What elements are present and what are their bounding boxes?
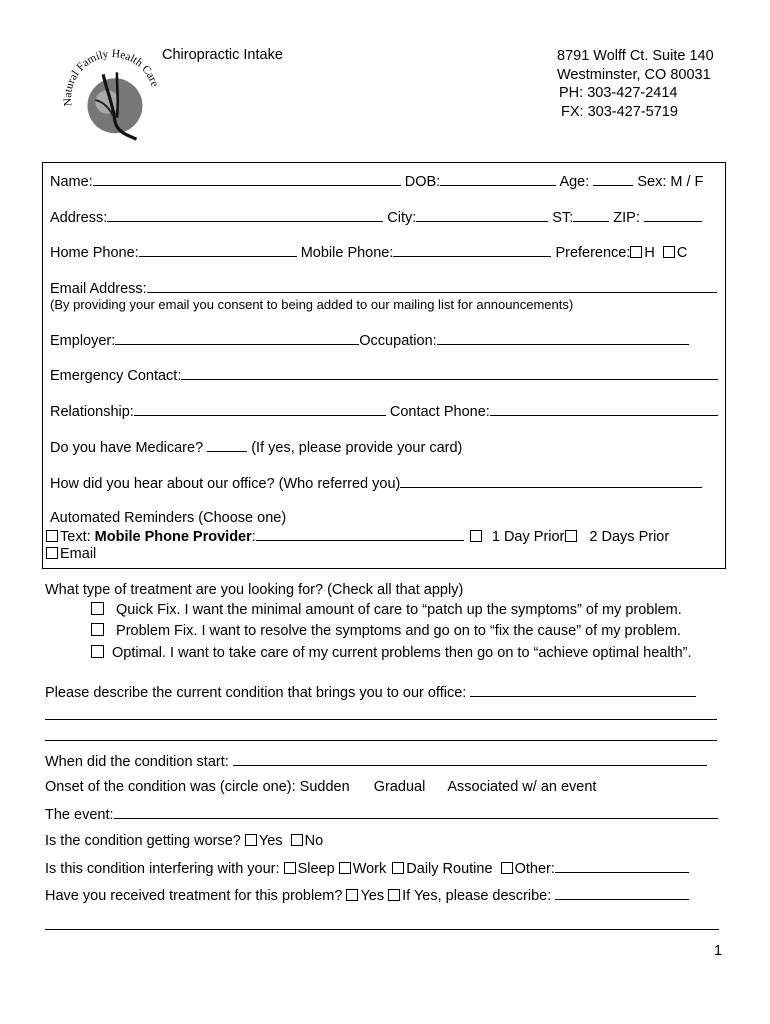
- emergency-contact-field[interactable]: [181, 367, 718, 380]
- address-row: [50, 209, 702, 226]
- event-row: [45, 806, 718, 823]
- name-row: [50, 173, 703, 190]
- treatment-yes-label: Yes: [360, 888, 385, 904]
- optimal-option: [91, 645, 692, 661]
- dob-field[interactable]: [440, 173, 556, 186]
- address-label: Address:: [50, 210, 108, 226]
- quick-fix-option: [91, 602, 682, 618]
- onset-event[interactable]: Associated w/ an event: [447, 779, 597, 795]
- sleep-checkbox[interactable]: [284, 862, 296, 874]
- text-reminder-checkbox[interactable]: [46, 530, 58, 542]
- reminder-email-row: [46, 546, 96, 562]
- home-phone-field[interactable]: [139, 244, 297, 257]
- emergency-row: [50, 367, 718, 384]
- address-line: Westminster, CO 80031: [557, 66, 711, 83]
- email-option-label: Email: [60, 546, 97, 562]
- interfering-row: [45, 860, 689, 877]
- if-yes-checkbox[interactable]: [388, 889, 400, 901]
- state-label: ST:: [552, 210, 574, 226]
- mobile-phone-field[interactable]: [393, 244, 551, 257]
- treatment-question: What type of treatment are you looking for? (Check all that apply): [45, 582, 464, 598]
- optimal-checkbox[interactable]: [91, 645, 104, 658]
- zip-label: ZIP:: [613, 210, 640, 226]
- referral-field[interactable]: [400, 475, 702, 488]
- email-reminder-checkbox[interactable]: [46, 547, 58, 559]
- other-field[interactable]: [555, 860, 689, 873]
- name-label: Name:: [50, 174, 93, 190]
- employer-row: [50, 332, 689, 349]
- start-row: [45, 753, 707, 770]
- provider-colon: :: [251, 529, 256, 545]
- other-label: Other:: [514, 861, 555, 877]
- email-label: Email Address:: [50, 281, 147, 297]
- city-field[interactable]: [416, 209, 548, 222]
- practice-address: [557, 47, 714, 121]
- employer-label: Employer:: [50, 333, 116, 349]
- one-day-label: 1 Day Prior: [491, 529, 565, 545]
- email-field[interactable]: [147, 280, 717, 293]
- dob-label: DOB:: [404, 174, 441, 190]
- treatment-received-label: Have you received treatment for this problem?: [45, 888, 343, 904]
- reminders-label: Automated Reminders (Choose one): [50, 510, 287, 526]
- sex-label: Sex: M / F: [637, 174, 704, 190]
- practice-logo: [58, 44, 166, 144]
- phone-row: [50, 244, 687, 261]
- one-day-checkbox[interactable]: [470, 530, 482, 542]
- treatment-describe-field[interactable]: [555, 887, 689, 900]
- name-field[interactable]: [93, 173, 401, 186]
- contact-phone-field[interactable]: [490, 403, 718, 416]
- referral-label: How did you hear about our office? (Who referred you): [50, 476, 401, 492]
- describe-line-3[interactable]: [45, 740, 717, 741]
- address-field[interactable]: [107, 209, 383, 222]
- relationship-label: Relationship:: [50, 404, 134, 420]
- event-label: The event:: [45, 807, 114, 823]
- quick-fix-label: Quick Fix. I want the minimal amount of care to “patch up the symptoms” of my problem.: [116, 602, 682, 618]
- occupation-label: Occupation:: [359, 333, 437, 349]
- if-yes-label: If Yes, please describe:: [402, 888, 552, 904]
- onset-label: Onset of the condition was (circle one): Sudden: [45, 779, 350, 795]
- medicare-field[interactable]: [207, 439, 247, 452]
- quick-fix-checkbox[interactable]: [91, 602, 104, 615]
- age-field[interactable]: [593, 173, 633, 186]
- mobile-phone-label: Mobile Phone:: [300, 245, 394, 261]
- onset-row: [45, 779, 596, 795]
- preference-h-checkbox[interactable]: [630, 246, 642, 258]
- relationship-row: [50, 403, 718, 420]
- describe-field[interactable]: [470, 684, 696, 697]
- text-label: Text:: [60, 529, 95, 545]
- employer-field[interactable]: [115, 332, 359, 345]
- provider-label: Mobile Phone Provider: [94, 529, 252, 545]
- start-field[interactable]: [233, 753, 707, 766]
- relationship-field[interactable]: [134, 403, 386, 416]
- reminder-text-row: [46, 528, 669, 545]
- state-field[interactable]: [573, 209, 609, 222]
- age-label: Age:: [559, 174, 590, 190]
- page-number: 1: [714, 943, 723, 959]
- preference-c-checkbox[interactable]: [663, 246, 675, 258]
- describe-line-2[interactable]: [45, 719, 717, 720]
- start-label: When did the condition start:: [45, 754, 229, 770]
- work-checkbox[interactable]: [339, 862, 351, 874]
- worse-no-checkbox[interactable]: [291, 834, 303, 846]
- treatment-describe-line-2[interactable]: [45, 929, 719, 930]
- home-phone-label: Home Phone:: [50, 245, 139, 261]
- referral-row: [50, 475, 702, 492]
- phone-line: PH: 303-427-2414: [559, 85, 678, 101]
- form-title: Chiropractic Intake: [162, 47, 283, 63]
- describe-label: Please describe the current condition that brings you to our office:: [45, 685, 467, 701]
- preference-label: Preference:: [555, 245, 631, 261]
- treatment-received-row: [45, 887, 689, 904]
- logo-text: Natural Family Health Care: [61, 47, 161, 107]
- optimal-label: Optimal. I want to take care of my current problems then go on to “achieve optimal health”.: [112, 645, 692, 661]
- medicare-row: [50, 439, 462, 456]
- email-row: [50, 280, 717, 297]
- problem-fix-option: [91, 623, 681, 639]
- onset-gradual[interactable]: Gradual: [373, 779, 426, 795]
- worse-yes-checkbox[interactable]: [245, 834, 257, 846]
- worse-row: [45, 833, 323, 849]
- problem-fix-label: Problem Fix. I want to resolve the symptoms and go on to “fix the cause” of my problem.: [116, 623, 681, 639]
- describe-row: [45, 684, 696, 701]
- email-consent-note: (By providing your email you consent to being added to our mailing list for announcements): [50, 297, 574, 312]
- preference-h-label: H: [644, 245, 655, 261]
- work-label: Work: [352, 861, 387, 877]
- address-line: 8791 Wolff Ct. Suite 140: [557, 48, 714, 64]
- zip-field[interactable]: [644, 209, 702, 222]
- daily-routine-label: Daily Routine: [406, 861, 493, 877]
- preference-c-label: C: [676, 245, 688, 261]
- contact-phone-label: Contact Phone:: [389, 404, 490, 420]
- fax-line: FX: 303-427-5719: [561, 103, 678, 120]
- medicare-note: (If yes, please provide your card): [251, 440, 463, 456]
- occupation-field[interactable]: [437, 332, 689, 345]
- worse-yes-label: Yes: [258, 833, 283, 849]
- interfering-label: Is this condition interfering with your:: [45, 861, 280, 877]
- emergency-contact-label: Emergency Contact:: [50, 368, 182, 384]
- problem-fix-checkbox[interactable]: [91, 623, 104, 636]
- two-days-checkbox[interactable]: [565, 530, 577, 542]
- provider-field[interactable]: [256, 528, 464, 541]
- daily-routine-checkbox[interactable]: [392, 862, 404, 874]
- sleep-label: Sleep: [297, 861, 335, 877]
- medicare-label: Do you have Medicare?: [50, 440, 204, 456]
- worse-label: Is the condition getting worse?: [45, 833, 241, 849]
- city-label: City:: [387, 210, 417, 226]
- two-days-label: 2 Days Prior: [589, 529, 670, 545]
- worse-no-label: No: [304, 833, 324, 849]
- other-checkbox[interactable]: [501, 862, 513, 874]
- treatment-yes-checkbox[interactable]: [346, 889, 358, 901]
- event-field[interactable]: [114, 806, 718, 819]
